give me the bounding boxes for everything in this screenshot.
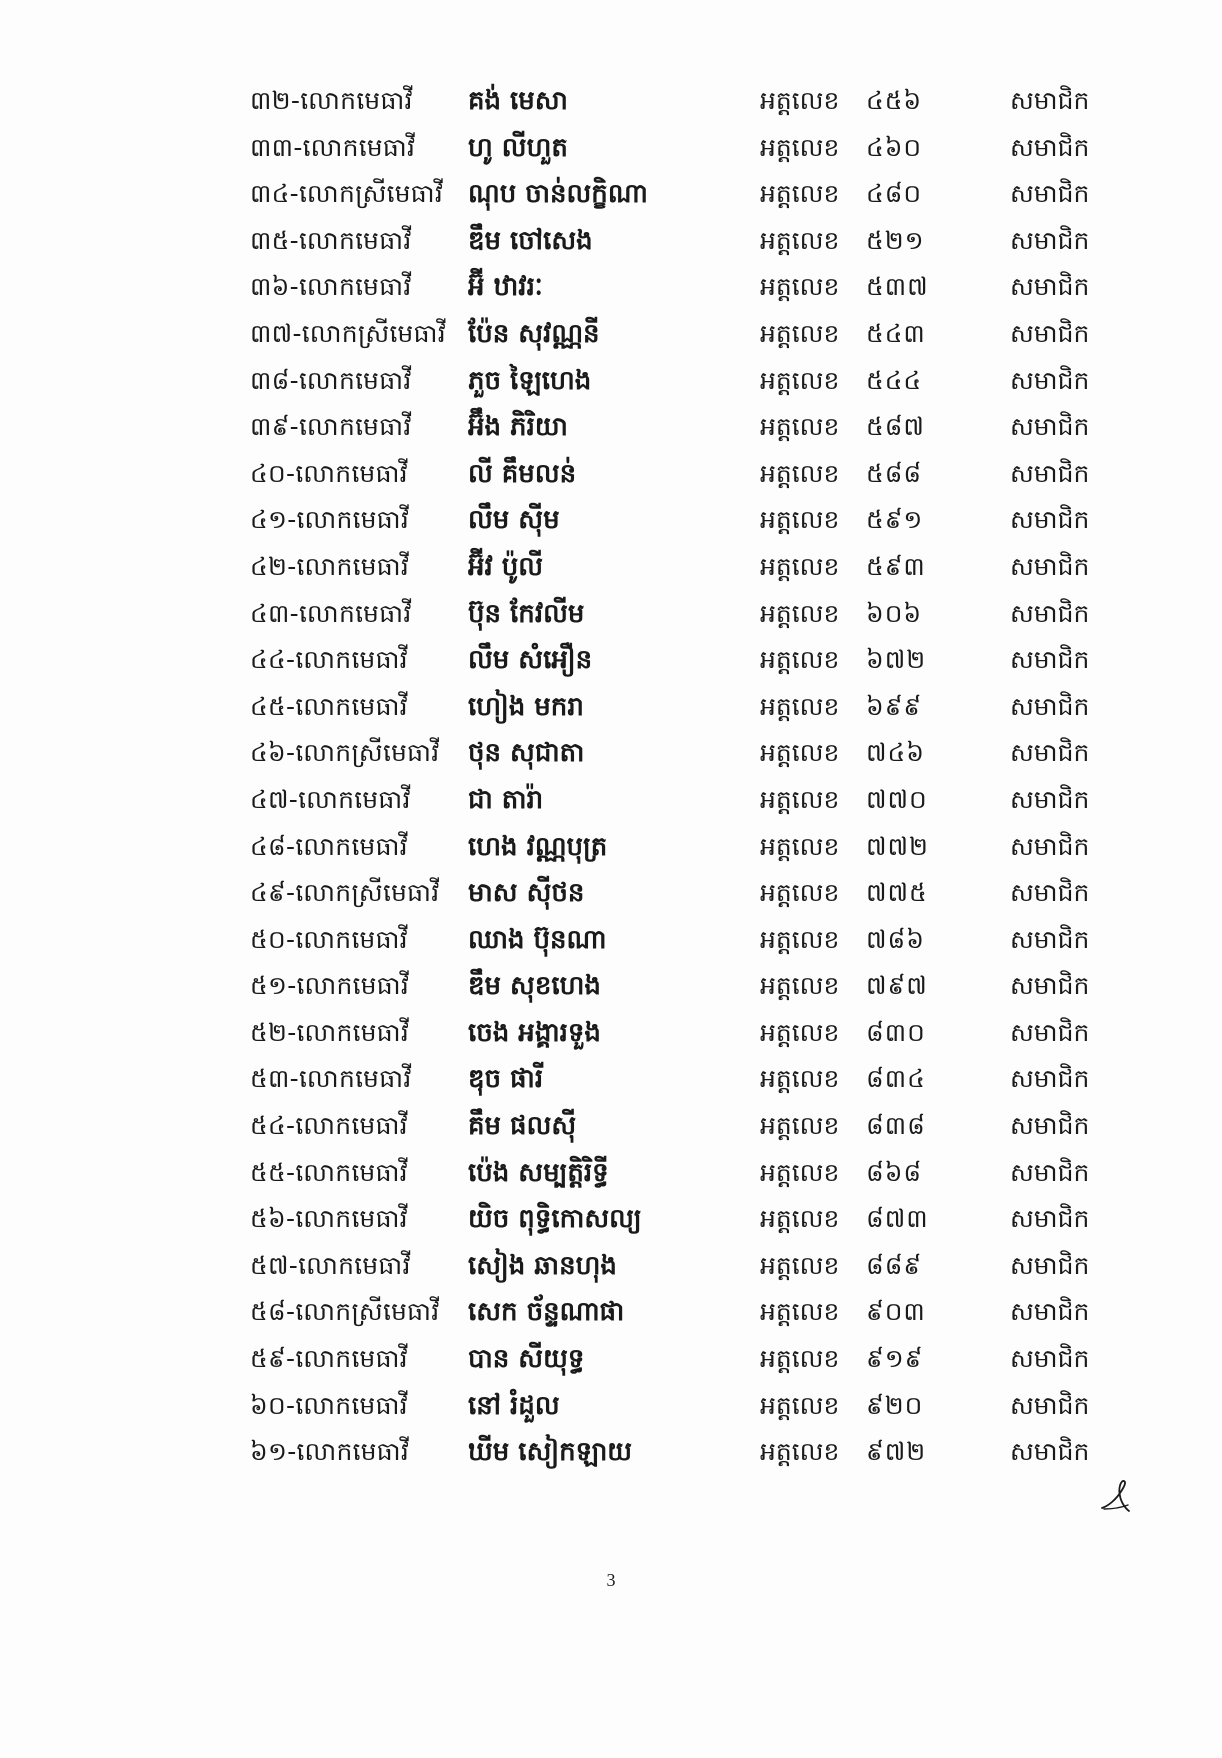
member-index: ៣៣-លោកមេធាវី bbox=[250, 132, 416, 162]
member-index: ៥៣-លោកមេធាវី bbox=[250, 1064, 412, 1094]
member-name: អ៊ី ឋាវរៈ bbox=[468, 272, 543, 303]
member-role: សមាជិក bbox=[1010, 598, 1090, 628]
member-index: ៥៩-លោកមេធាវី bbox=[250, 1344, 408, 1374]
member-index: ៥៦-លោកមេធាវី bbox=[250, 1204, 408, 1234]
member-id-label: អត្តលេខ bbox=[760, 1437, 840, 1467]
member-id-number: ៤៨០ bbox=[866, 179, 923, 209]
member-index: ៣៤-លោកស្រីមេធាវី bbox=[250, 179, 444, 209]
member-index: ៤៨-លោកមេធាវី bbox=[250, 831, 408, 861]
table-row bbox=[0, 1010, 1222, 1057]
member-role: សមាជិក bbox=[1010, 645, 1090, 675]
member-id-label: អត្តលេខ bbox=[760, 1204, 840, 1234]
table-row bbox=[0, 730, 1222, 777]
member-id-label: អត្តលេខ bbox=[760, 412, 840, 442]
member-id-number: ៧៧២ bbox=[866, 831, 929, 861]
member-id-number: ៧៧៥ bbox=[866, 878, 928, 908]
member-role: សមាជិក bbox=[1010, 505, 1090, 535]
member-name: ភួច ឡៃហេង bbox=[468, 365, 592, 396]
member-role: សមាជិក bbox=[1010, 1111, 1090, 1141]
member-index: ៤០-លោកមេធាវី bbox=[250, 458, 408, 488]
member-id-label: អត្តលេខ bbox=[760, 179, 840, 209]
member-name: គង់ មេសា bbox=[468, 86, 568, 116]
member-role: សមាជិក bbox=[1010, 1344, 1090, 1374]
table-row bbox=[0, 1289, 1222, 1336]
member-role: សមាជិក bbox=[1010, 924, 1090, 954]
member-id-label: អត្តលេខ bbox=[760, 365, 840, 395]
member-index: ៤៧-លោកមេធាវី bbox=[250, 784, 411, 814]
page-number: 3 bbox=[606, 1570, 616, 1590]
member-role: សមាជិក bbox=[1010, 458, 1090, 488]
member-name: លឹម ស៊ីម bbox=[468, 505, 560, 536]
member-id-number: ៨៣០ bbox=[866, 1017, 926, 1047]
table-row bbox=[0, 591, 1222, 638]
table-row bbox=[0, 824, 1222, 871]
member-id-label: អត្តលេខ bbox=[760, 225, 840, 255]
member-index: ៤៩-លោកស្រីមេធាវី bbox=[250, 878, 440, 908]
member-index: ៣២-លោកមេធាវី bbox=[250, 86, 413, 115]
member-role: សមាជិក bbox=[1010, 831, 1090, 861]
table-row bbox=[0, 963, 1222, 1010]
member-index: ៤២-លោកមេធាវី bbox=[250, 551, 410, 581]
table-row bbox=[0, 497, 1222, 544]
member-id-label: អត្តលេខ bbox=[760, 1344, 840, 1374]
table-row bbox=[0, 404, 1222, 451]
table-row bbox=[0, 917, 1222, 964]
member-id-number: ៥៤៣ bbox=[866, 318, 926, 348]
member-id-number: ៥៨៧ bbox=[866, 412, 925, 442]
table-row bbox=[0, 684, 1222, 731]
member-id-label: អត្តលេខ bbox=[760, 1297, 840, 1327]
member-name: ប៊ុន កែវលីម bbox=[468, 598, 585, 629]
member-name: មាស ស៊ីថន bbox=[468, 878, 585, 909]
table-row bbox=[0, 544, 1222, 591]
member-role: សមាជិក bbox=[1010, 132, 1090, 162]
member-index: ៥៧-លោកមេធាវី bbox=[250, 1250, 411, 1280]
table-row bbox=[0, 125, 1222, 172]
member-id-number: ៥៤៤ bbox=[866, 365, 923, 395]
member-role: សមាជិក bbox=[1010, 1017, 1090, 1047]
member-index: ៤១-លោកមេធាវី bbox=[250, 505, 410, 535]
member-id-label: អត្តលេខ bbox=[760, 1390, 840, 1420]
member-id-number: ៥២១ bbox=[866, 225, 925, 255]
member-id-label: អត្តលេខ bbox=[760, 1111, 840, 1141]
member-id-label: អត្តលេខ bbox=[760, 691, 840, 721]
member-id-number: ៤៦០ bbox=[866, 132, 923, 162]
member-id-number: ៨៧៣ bbox=[866, 1204, 929, 1234]
member-role: សមាជិក bbox=[1010, 365, 1090, 395]
member-id-label: អត្តលេខ bbox=[760, 458, 840, 488]
signature-mark-icon bbox=[1098, 1478, 1132, 1514]
member-id-number: ៩២០ bbox=[866, 1390, 924, 1420]
member-name: ឌឹម សុខហេង bbox=[468, 971, 601, 1002]
member-role: សមាជិក bbox=[1010, 1204, 1090, 1234]
table-row bbox=[0, 1383, 1222, 1430]
member-index: ៥០-លោកមេធាវី bbox=[250, 924, 408, 954]
table-row bbox=[0, 777, 1222, 824]
table-row bbox=[0, 311, 1222, 358]
member-name: ហេង វណ្ណបុត្រ bbox=[468, 831, 608, 862]
member-index: ៣៦-លោកមេធាវី bbox=[250, 272, 412, 302]
table-row bbox=[0, 451, 1222, 498]
table-row bbox=[0, 358, 1222, 405]
table-row bbox=[0, 1196, 1222, 1243]
member-name: ហូ លីហួត bbox=[468, 132, 568, 163]
member-id-label: អត្តលេខ bbox=[760, 318, 840, 348]
member-index: ៥៨-លោកស្រីមេធាវី bbox=[250, 1297, 440, 1327]
member-index: ៤៦-លោកស្រីមេធាវី bbox=[250, 738, 440, 768]
table-row bbox=[0, 1243, 1222, 1290]
member-name: ហៀង មករា bbox=[468, 691, 584, 722]
member-index: ៤៣-លោកមេធាវី bbox=[250, 598, 412, 628]
member-id-label: អត្តលេខ bbox=[760, 784, 840, 814]
member-name: ជា តារ៉ា bbox=[468, 784, 544, 815]
member-name: គឹម ផលស៊ី bbox=[468, 1111, 577, 1142]
member-id-number: ៧៤៦ bbox=[866, 738, 925, 768]
member-name: លី គឹមលន់ bbox=[468, 458, 577, 489]
table-row bbox=[0, 171, 1222, 218]
member-name: សៀង ឆានហុង bbox=[468, 1250, 617, 1281]
member-role: សមាជិក bbox=[1010, 691, 1090, 721]
member-id-label: អត្តលេខ bbox=[760, 1017, 840, 1047]
member-id-number: ៨៣៨ bbox=[866, 1111, 926, 1141]
member-id-label: អត្តលេខ bbox=[760, 505, 840, 535]
member-name: ឈាង ប៊ុនណា bbox=[468, 924, 607, 955]
member-id-label: អត្តលេខ bbox=[760, 831, 840, 861]
table-row bbox=[0, 264, 1222, 311]
member-index: ៥៤-លោកមេធាវី bbox=[250, 1111, 408, 1141]
member-id-number: ៥៩៣ bbox=[866, 551, 926, 581]
member-list bbox=[0, 78, 1222, 1476]
member-name: ចេង អង្គារទួង bbox=[468, 1017, 601, 1048]
member-name: ប៉េង សម្បត្តិរិទ្ធី bbox=[468, 1157, 609, 1188]
member-role: សមាជិក bbox=[1010, 86, 1090, 115]
table-row bbox=[0, 1150, 1222, 1197]
table-row bbox=[0, 1429, 1222, 1476]
member-id-label: អត្តលេខ bbox=[760, 1250, 840, 1280]
member-role: សមាជិក bbox=[1010, 318, 1090, 348]
member-name: ថុន សុជាតា bbox=[468, 738, 585, 769]
member-name: យិច ពុទ្ធិកោសល្យ bbox=[468, 1204, 642, 1235]
member-id-number: ៨៦៨ bbox=[866, 1157, 923, 1187]
member-id-number: ៥៩១ bbox=[866, 505, 924, 535]
member-name: ឌឹម ចៅសេង bbox=[468, 225, 593, 256]
table-row bbox=[0, 1103, 1222, 1150]
member-index: ៣៧-លោកស្រីមេធាវី bbox=[250, 318, 446, 348]
member-role: សមាជិក bbox=[1010, 971, 1090, 1001]
member-id-number: ៧៩៧ bbox=[866, 971, 928, 1001]
member-id-label: អត្តលេខ bbox=[760, 551, 840, 581]
member-role: សមាជិក bbox=[1010, 1064, 1090, 1094]
member-id-number: ៩៧២ bbox=[866, 1437, 927, 1467]
member-name: ឌុច ផារី bbox=[468, 1064, 544, 1095]
member-id-number: ៦០៦ bbox=[866, 598, 923, 628]
member-id-label: អត្តលេខ bbox=[760, 924, 840, 954]
member-id-number: ៤៥៦ bbox=[866, 86, 923, 115]
member-id-number: ៨៨៩ bbox=[866, 1250, 923, 1280]
member-id-label: អត្តលេខ bbox=[760, 132, 840, 162]
member-id-number: ៩១៩ bbox=[866, 1344, 924, 1374]
member-id-label: អត្តលេខ bbox=[760, 1157, 840, 1187]
member-role: សមាជិក bbox=[1010, 225, 1090, 255]
member-index: ៣៨-លោកមេធាវី bbox=[250, 365, 412, 395]
member-id-number: ៦៩៩ bbox=[866, 691, 923, 721]
member-role: សមាជិក bbox=[1010, 1390, 1090, 1420]
member-index: ៣៩-លោកមេធាវី bbox=[250, 412, 412, 442]
member-id-label: អត្តលេខ bbox=[760, 1064, 840, 1094]
member-name: បាន សីយុទ្ធ bbox=[468, 1344, 585, 1375]
member-role: សមាជិក bbox=[1010, 784, 1090, 814]
member-id-label: អត្តលេខ bbox=[760, 645, 840, 675]
member-id-number: ៧៨៦ bbox=[866, 924, 925, 954]
table-row bbox=[0, 78, 1222, 125]
member-index: ៥១-លោកមេធាវី bbox=[250, 971, 410, 1001]
member-role: សមាជិក bbox=[1010, 272, 1090, 302]
member-name: អ៊ីវ ប៉ូលី bbox=[468, 551, 544, 582]
member-id-label: អត្តលេខ bbox=[760, 598, 840, 628]
member-id-number: ៦៧២ bbox=[866, 645, 927, 675]
member-index: ៣៥-លោកមេធាវី bbox=[250, 225, 412, 255]
table-row bbox=[0, 218, 1222, 265]
table-row bbox=[0, 1056, 1222, 1103]
member-name: នៅ រំដួល bbox=[468, 1390, 560, 1421]
member-name: ប៉ែន សុវណ្ណនី bbox=[468, 318, 600, 349]
member-name: ណុប ចាន់លក្ខិណា bbox=[468, 179, 648, 210]
member-id-label: អត្តលេខ bbox=[760, 878, 840, 908]
member-id-label: អត្តលេខ bbox=[760, 738, 840, 768]
member-index: ៦០-លោកមេធាវី bbox=[250, 1390, 408, 1420]
member-index: ៤៤-លោកមេធាវី bbox=[250, 645, 408, 675]
member-name: លឹម សំអឿន bbox=[468, 645, 593, 676]
member-index: ៥៥-លោកមេធាវី bbox=[250, 1157, 408, 1187]
table-row bbox=[0, 1336, 1222, 1383]
member-role: សមាជិក bbox=[1010, 1250, 1090, 1280]
member-id-label: អត្តលេខ bbox=[760, 86, 840, 115]
member-name: សេក ច័ន្ទណាផា bbox=[468, 1297, 625, 1328]
member-id-number: ៨៣៤ bbox=[866, 1064, 926, 1094]
member-role: សមាជិក bbox=[1010, 179, 1090, 209]
table-row bbox=[0, 870, 1222, 917]
member-role: សមាជិក bbox=[1010, 1157, 1090, 1187]
member-index: ៤៥-លោកមេធាវី bbox=[250, 691, 408, 721]
member-role: សមាជិក bbox=[1010, 738, 1090, 768]
member-role: សមាជិក bbox=[1010, 551, 1090, 581]
member-role: សមាជិក bbox=[1010, 878, 1090, 908]
member-role: សមាជិក bbox=[1010, 1297, 1090, 1327]
member-role: សមាជិក bbox=[1010, 1437, 1090, 1467]
member-index: ៦១-លោកមេធាវី bbox=[250, 1437, 410, 1467]
table-row bbox=[0, 637, 1222, 684]
member-id-label: អត្តលេខ bbox=[760, 272, 840, 302]
member-id-number: ៥៣៧ bbox=[866, 272, 929, 302]
member-name: ឃីម សៀកឡាយ bbox=[468, 1437, 633, 1468]
member-index: ៥២-លោកមេធាវី bbox=[250, 1017, 410, 1047]
member-id-label: អត្តលេខ bbox=[760, 971, 840, 1001]
member-id-number: ៧៧០ bbox=[866, 784, 928, 814]
member-id-number: ៩០៣ bbox=[866, 1297, 926, 1327]
member-name: អ៊ឹង ភិរិយា bbox=[468, 412, 568, 443]
member-role: សមាជិក bbox=[1010, 412, 1090, 442]
member-id-number: ៥៨៨ bbox=[866, 458, 923, 488]
